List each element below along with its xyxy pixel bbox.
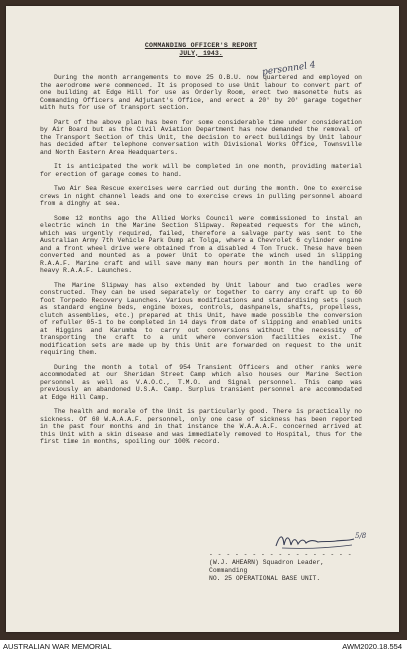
signature-dash-line: - - - - - - - - - - - - - - - - - <box>209 551 353 558</box>
paragraph-2: Part of the above plan has been for some considerable time under consideration by Air Board but as the Civil Aviation Department has now demanded the removal of the Transport Section of this Unit, the decision to erect buildings by Unit labour has decided after telephone conversation with Divisional Works Office, Townsville and North Eastern Area Headquarters. <box>40 118 366 156</box>
signatory-role: Commanding <box>209 567 248 574</box>
report-date: JULY, 1943. <box>179 49 223 57</box>
paragraph-8: The health and morale of the Unit is particularly good. There is practically no sickness. Of 60 W.A.A.A.F. personnel, only one case of sickness has been reported in the past four months and in that instance the W.A.A.A.F. concerned arrived at this Unit with a skin disease and was immediately removed to Hospital, thus for the first time in months, spoiling our 100% record. <box>40 408 366 445</box>
paragraph-6: The Marine Slipway has also extended by Unit labour and two cradles were constructed. They can be used separately or together to carry any craft up to 60 foot Torpedo Recovery Launches. Various modifications and standardising sets (such as standard engine beds, engine boxes, controls, dashpanels, shafts, propelless, clutch assemblies, etc.) prepared at this Unit, have made possible the conversion of refuller 05-1 to be completed in 14 days from date of slipping and enabled units at Higgins and Karumba to carry out conversions without the necessity of transporting the craft to a unit where conversion facilities exist. The modification sets are made up by this Unit are forwarded on request to the unit requiring them. <box>40 281 366 356</box>
paragraph-5: Some 12 months ago the Allied Works Council were commissioned to instal an electric winch in the Marine Section Slipway. Repeated requests for the winch, which was urgently required, failed, therefore a salvage party was sent to the Australian Army 7th Vehicle Park Dump at Tolga, where a Chevrolet 6 cylinder engine and a front wheel drive were obtained from a disabled 4 Ton Truck. These have been converted and mounted as a power Unit to operate the winch used in slipping R.A.A.F. Marine craft and will save many man hours per month in the handling of heavy R.A.A.F. Launches. <box>40 214 366 274</box>
handwritten-annotation: personnel 4 <box>261 60 317 78</box>
footer-source: AUSTRALIAN WAR MEMORIAL <box>3 642 112 651</box>
paragraph-1: During the month arrangements to move 25 O.B.U. now quartered and employed on the aerodrome were commenced. It is proposed to use Unit labour to convert part of one building at Edge Hill for use as Orderly Room, erect two masonette huts as Commanding Officers and Adjutant's Office, and erect a 20' by 20' garage together with huts for use of transport section. <box>40 74 366 111</box>
signatory-unit: NO. 25 OPERATIONAL BASE UNIT. <box>209 575 321 582</box>
signatory-name: (W.J. AHEARN) Squadron Leader, <box>209 559 325 566</box>
document-page <box>6 6 399 632</box>
signature-icon <box>274 530 367 552</box>
footer-accession-number: AWM2020.18.554 <box>342 642 402 651</box>
signature-block <box>209 551 359 583</box>
paragraph-7: During the month a total of 954 Transient Officers and other ranks were accommodated at our Sheridan Street Camp which also houses our Marine Section personnel as well as V.A.O.C., T.M.O. and Signal personnel. This camp was previously an abandoned U.S.A. Camp. Surplus transient personnel are accommodated at Edge Hill Camp. <box>40 363 366 401</box>
paragraph-4: Two Air Sea Rescue exercises were carried out during the month. One to exercise crews in night channel leads and one to exercise crews in pulling personnel aboard from a dinghy at sea. <box>40 185 366 207</box>
report-title: COMMANDING OFFICER'S REPORT <box>144 42 258 49</box>
signature-date: 5/8 <box>355 532 367 540</box>
footer-bar <box>0 640 407 653</box>
report-body <box>40 42 366 453</box>
paragraph-3: It is anticipated the work will be completed in one month, providing material for erection of garage comes to hand. <box>40 163 366 178</box>
